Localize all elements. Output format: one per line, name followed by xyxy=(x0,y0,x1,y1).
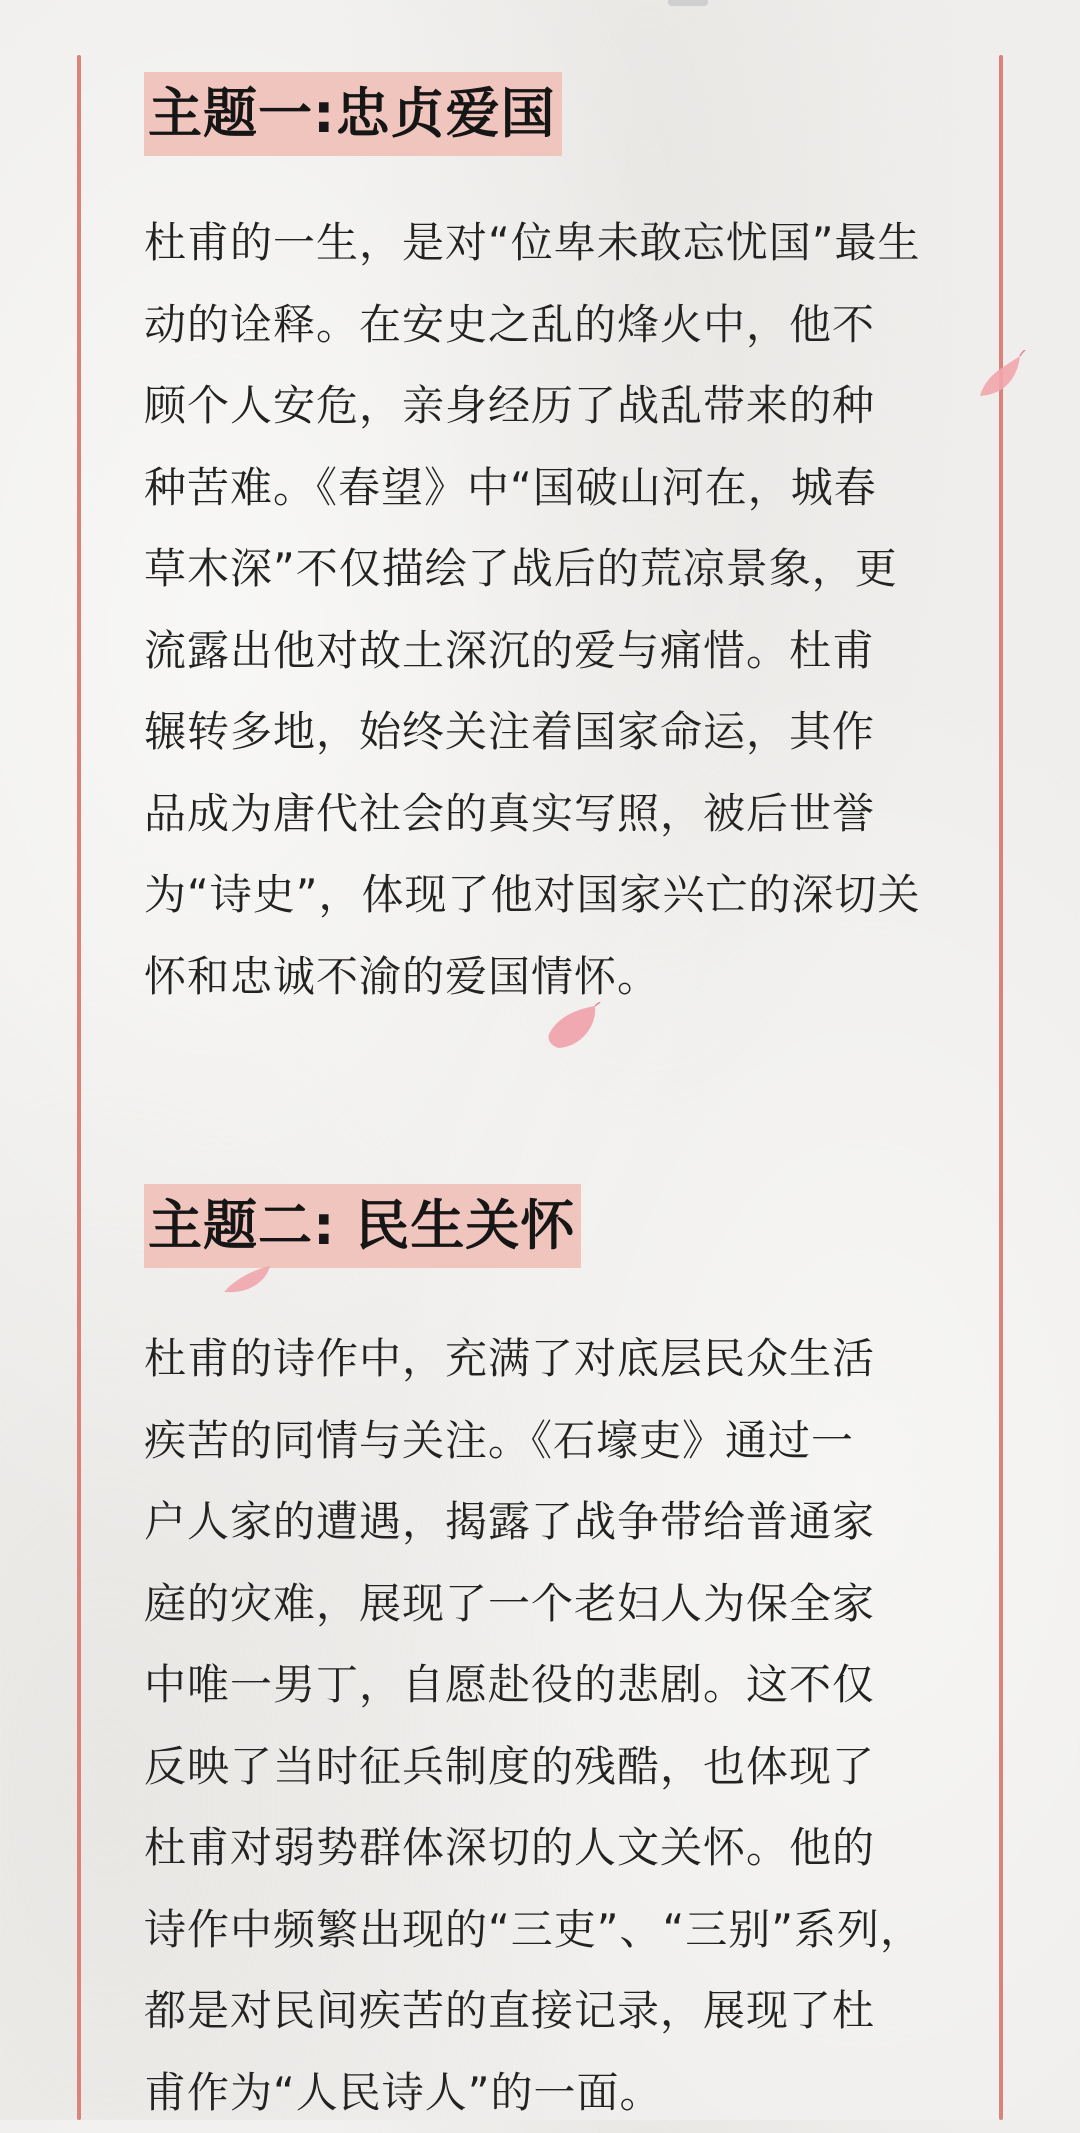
body-line: 草木深”不仅描绘了战后的荒凉景象，更 xyxy=(144,528,944,610)
body-line: 杜甫的一生，是对“位卑未敢忘忧国”最生 xyxy=(144,202,944,284)
body-line: 反映了当时征兵制度的残酷，也体现了 xyxy=(144,1726,944,1808)
body-line: 为“诗史”，体现了他对国家兴亡的深切关 xyxy=(144,854,944,936)
section-title: 主题一:忠贞爱国 xyxy=(144,72,562,156)
body-line: 动的诠释。在安史之乱的烽火中，他不 xyxy=(144,284,944,366)
body-line: 辗转多地，始终关注着国家命运，其作 xyxy=(144,691,944,773)
section-livelihood xyxy=(144,1184,944,2133)
top-divider-mark xyxy=(668,0,708,6)
petal-icon xyxy=(976,350,1026,406)
body-line: 杜甫的诗作中，充满了对底层民众生活 xyxy=(144,1318,944,1400)
body-line: 疾苦的同情与关注。《石壕吏》通过一 xyxy=(144,1400,944,1482)
body-line: 流露出他对故土深沉的爱与痛惜。杜甫 xyxy=(144,610,944,692)
body-line: 怀和忠诚不渝的爱国情怀。 xyxy=(144,936,944,1018)
section-title: 主题二: 民生关怀 xyxy=(144,1184,581,1268)
petal-icon xyxy=(222,1262,274,1298)
body-line: 都是对民间疾苦的直接记录，展现了杜 xyxy=(144,1970,944,2052)
body-line: 诗作中频繁出现的“三吏”、“三别”系列， xyxy=(144,1889,944,1971)
body-line: 种苦难。《春望》中“国破山河在，城春 xyxy=(144,447,944,529)
body-line: 户人家的遭遇，揭露了战争带给普通家 xyxy=(144,1481,944,1563)
body-line: 品成为唐代社会的真实写照，被后世誉 xyxy=(144,773,944,855)
body-line: 杜甫对弱势群体深切的人文关怀。他的 xyxy=(144,1807,944,1889)
petal-icon xyxy=(545,1002,601,1054)
section-body xyxy=(144,1318,944,2133)
left-border-line xyxy=(77,55,81,2120)
section-loyalty xyxy=(144,72,944,1017)
body-line: 中唯一男丁，自愿赴役的悲剧。这不仅 xyxy=(144,1644,944,1726)
body-line: 庭的灾难，展现了一个老妇人为保全家 xyxy=(144,1563,944,1645)
body-line: 甫作为“人民诗人”的一面。 xyxy=(144,2052,944,2133)
section-body xyxy=(144,202,944,1017)
body-line: 顾个人安危，亲身经历了战乱带来的种 xyxy=(144,365,944,447)
